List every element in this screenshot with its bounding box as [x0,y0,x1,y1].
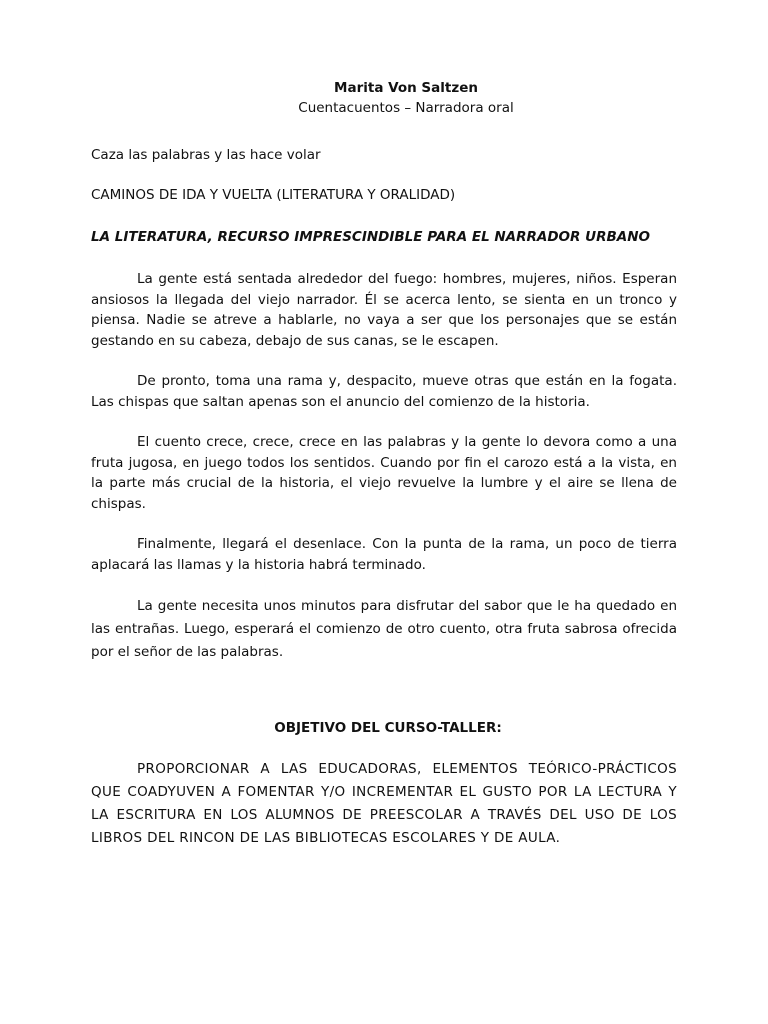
body-paragraph: De pronto, toma una rama y, despacito, mueve otras que están en la fogata. Las chispas que saltan apenas son el anuncio del comienzo de la historia. [91,373,677,410]
section-title: CAMINOS DE IDA Y VUELTA (LITERATURA Y ORALIDAD) [91,187,456,203]
article-subtitle: LA LITERATURA, RECURSO IMPRESCINDIBLE PARA EL NARRADOR URBANO [91,229,650,245]
tagline: Caza las palabras y las hace volar [91,147,321,163]
body-paragraph: El cuento crece, crece, crece en las palabras y la gente lo devora como a una fruta jugosa, en juego todos los sentidos. Cuando por fin el carozo está a la vista, en la parte más crucial de la historia, el viejo revuelve la lumbre y el aire se llena de chispas. [91,434,677,512]
author-name: Marita Von Saltzen [334,80,478,96]
objective-heading: OBJETIVO DEL CURSO-TALLER: [274,720,502,736]
document-page [91,78,677,850]
body-paragraph: Finalmente, llegará el desenlace. Con la punta de la rama, un poco de tierra aplacará las llamas y la historia habrá terminado. [91,536,677,573]
author-role: Cuentacuentos – Narradora oral [298,100,514,116]
objective-text: PROPORCIONAR A LAS EDUCADORAS, ELEMENTOS TEÓRICO-PRÁCTICOS QUE COADYUVEN A FOMENTAR Y/O INCREMENTAR EL GUSTO POR LA LECTURA Y LA ESCRITURA EN LOS ALUMNOS DE PREESCOLAR A TRAVÉS DEL USO DE LOS LIBROS DEL RINCON DE LAS BIBLIOTECAS ESCOLARES Y DE AULA. [91,761,677,846]
body-paragraph: La gente necesita unos minutos para disfrutar del sabor que le ha quedado en las entrañas. Luego, esperará el comienzo de otro cuento, otra fruta sabrosa ofrecida por el señor de las palabras. [91,598,677,660]
body-paragraph: La gente está sentada alrededor del fuego: hombres, mujeres, niños. Esperan ansiosos la llegada del viejo narrador. Él se acerca lento, se sienta en un tronco y piensa. Nadie se atreve a hablarle, no vaya a ser que los personajes que se están gestando en su cabeza, debajo de sus canas, se le escapen. [91,271,677,349]
